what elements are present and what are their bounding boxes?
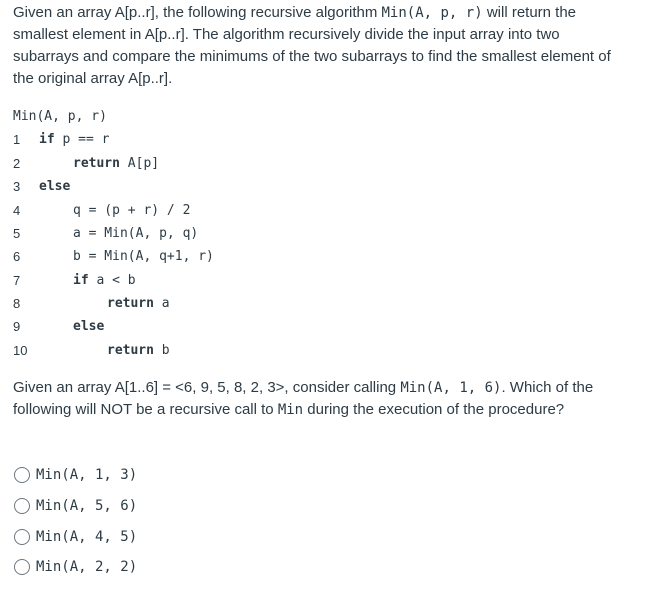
answer-option-label: Min(A, 5, 6) [36,498,138,514]
code-line-2 [13,153,160,175]
code-keyword: else [73,319,105,334]
code-rest: A[p] [119,156,160,171]
line-number: 4 [13,203,21,218]
radio-button[interactable] [14,498,30,514]
line-number: 9 [13,319,21,334]
code-rest: a = Min(A, p, q) [73,226,199,241]
line-number: 1 [13,132,21,147]
code-rest: a [153,296,170,311]
code-text [73,270,136,292]
code-text [73,316,104,338]
line-number: 10 [13,343,28,358]
code-line-3 [13,176,71,198]
code-header [13,106,107,128]
code-text [73,200,190,222]
code-line-10 [13,340,170,362]
question-code-call: Min(A, 1, 6) [400,380,502,396]
code-text [73,153,159,175]
code-line-8 [13,293,170,315]
line-number: 3 [13,179,21,194]
question-code-min: Min [277,402,304,418]
code-rest: b [153,343,170,358]
code-rest: a < b [88,273,136,288]
answer-option-2[interactable] [14,494,137,518]
line-number: 8 [13,296,21,311]
intro-text-1: Given an array A[p..r], the following recursive algorithm [13,4,382,21]
line-number: 5 [13,226,21,241]
question-text-2: . Which of the following will NOT be a recursive call to [13,379,594,418]
line-number: 2 [13,156,21,171]
question-text-3: during the execution of the procedure? [303,401,565,418]
code-rest: p == r [54,132,110,147]
radio-button[interactable] [14,467,30,483]
answer-option-label: Min(A, 4, 5) [36,529,138,545]
question-paragraph [13,377,633,421]
answer-option-4[interactable] [14,555,137,579]
line-number: 7 [13,273,21,288]
code-line-7 [13,270,136,292]
code-keyword: if [39,132,55,147]
code-rest: q = (p + r) / 2 [73,203,191,218]
radio-button[interactable] [14,529,30,545]
answer-option-label: Min(A, 2, 2) [36,559,138,575]
code-keyword: return [73,156,120,171]
code-line-5 [13,223,199,245]
code-header-text: Min(A, p, r) [13,109,107,124]
code-text [107,340,170,362]
code-line-1 [13,129,110,151]
intro-text-2: will return the smallest element in A[p..r]. The algorithm recursively divide the input array into two subarrays and compare the minimums of the two subarrays to find the smallest element of the original array A[p..r]. [13,4,611,87]
code-keyword: return [107,343,154,358]
answer-option-label: Min(A, 1, 3) [36,467,138,483]
question-text-1: Given an array A[1..6] = <6, 9, 5, 8, 2, 3>, consider calling [13,379,401,396]
intro-paragraph [13,2,613,90]
code-line-4 [13,200,191,222]
intro-code-signature: Min(A, p, r) [381,5,483,21]
code-line-6 [13,246,214,268]
code-text [73,246,214,268]
line-number: 6 [13,249,21,264]
code-text [73,223,198,245]
answer-option-1[interactable] [14,463,137,487]
code-text [39,129,109,151]
code-keyword: else [39,179,71,194]
code-keyword: if [73,273,89,288]
code-text [107,293,170,315]
code-line-9 [13,316,105,338]
code-rest: b = Min(A, q+1, r) [73,249,214,264]
code-keyword: return [107,296,154,311]
answer-option-3[interactable] [14,525,137,549]
code-text [39,176,70,198]
radio-button[interactable] [14,559,30,575]
